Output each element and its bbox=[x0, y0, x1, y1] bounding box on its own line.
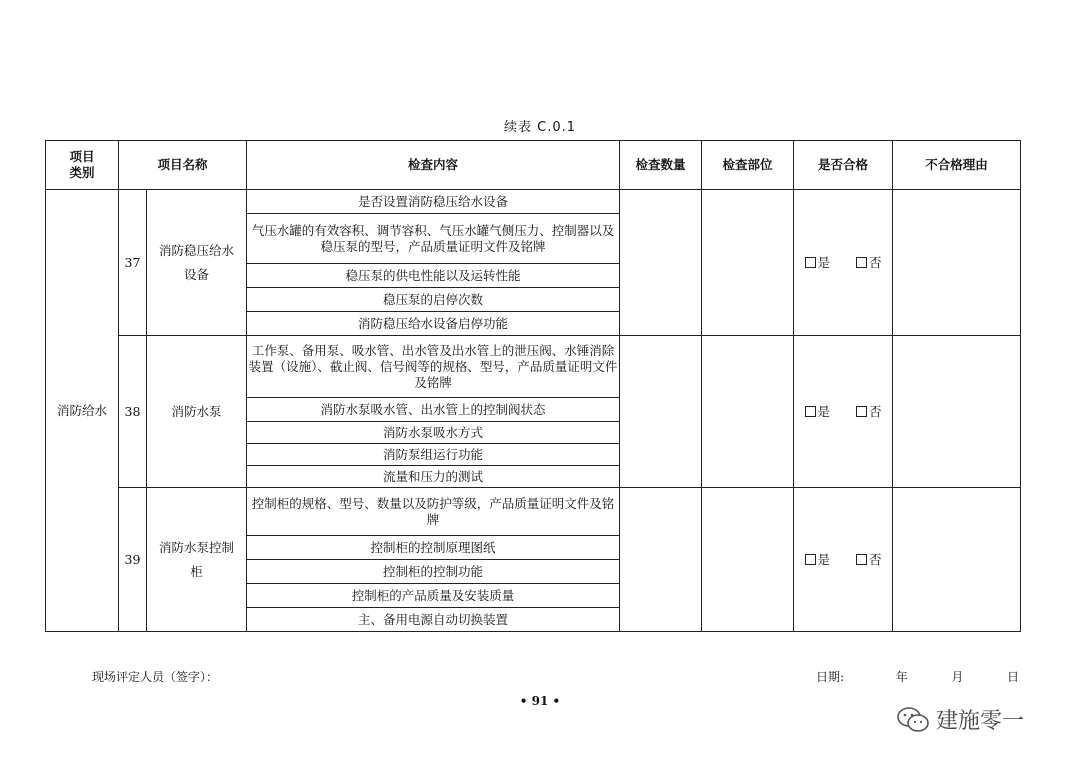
check-content: 控制柜的控制功能 bbox=[247, 560, 620, 584]
check-location-cell[interactable] bbox=[702, 190, 794, 336]
check-content: 稳压泵的供电性能以及运转性能 bbox=[247, 264, 620, 288]
header-pass: 是否合格 bbox=[794, 141, 893, 190]
watermark-text: 建施零一 bbox=[936, 709, 1025, 734]
fail-reason-cell[interactable] bbox=[893, 488, 1021, 632]
header-row bbox=[46, 141, 1021, 190]
check-content: 消防水泵吸水方式 bbox=[247, 422, 620, 444]
check-quantity-cell[interactable] bbox=[620, 336, 702, 488]
table-row bbox=[46, 190, 1021, 214]
check-content: 消防泵组运行功能 bbox=[247, 444, 620, 466]
header-fail-reason: 不合格理由 bbox=[893, 141, 1021, 190]
no-label: 否 bbox=[869, 254, 882, 270]
no-option[interactable] bbox=[856, 552, 882, 568]
pass-cell bbox=[794, 336, 893, 488]
table-row bbox=[46, 488, 1021, 536]
no-checkbox[interactable] bbox=[856, 406, 867, 417]
table-row bbox=[46, 336, 1021, 398]
header-category-line-2: 类别 bbox=[69, 165, 95, 180]
header-check-quantity: 检查数量 bbox=[620, 141, 702, 190]
item-name-line: 设备 bbox=[184, 266, 210, 282]
item-name bbox=[147, 190, 247, 336]
header-item-name: 项目名称 bbox=[119, 141, 247, 190]
check-location-cell[interactable] bbox=[702, 336, 794, 488]
yes-checkbox[interactable] bbox=[805, 554, 816, 565]
check-content: 控制柜的产品质量及安装质量 bbox=[247, 584, 620, 608]
date-month: 月 bbox=[951, 670, 964, 684]
check-content: 流量和压力的测试 bbox=[247, 466, 620, 488]
check-location-cell[interactable] bbox=[702, 488, 794, 632]
fail-reason-cell[interactable] bbox=[893, 336, 1021, 488]
yes-checkbox[interactable] bbox=[805, 257, 816, 268]
check-content: 稳压泵的启停次数 bbox=[247, 288, 620, 312]
no-label: 否 bbox=[869, 551, 882, 567]
item-number: 39 bbox=[119, 488, 147, 632]
item-name-line: 消防水泵 bbox=[171, 403, 222, 419]
check-content: 消防水泵吸水管、出水管上的控制阀状态 bbox=[247, 398, 620, 422]
item-name-line: 消防水泵控制 bbox=[159, 539, 235, 555]
date-label: 日期: bbox=[816, 670, 845, 684]
yes-label: 是 bbox=[817, 551, 831, 567]
no-checkbox[interactable] bbox=[856, 554, 867, 565]
header-category bbox=[46, 141, 119, 190]
fail-reason-cell[interactable] bbox=[893, 190, 1021, 336]
pass-cell bbox=[794, 488, 893, 632]
item-name bbox=[147, 488, 247, 632]
category-cell: 消防给水 bbox=[46, 190, 119, 632]
header-check-content: 检查内容 bbox=[247, 141, 620, 190]
item-name bbox=[147, 336, 247, 488]
yes-label: 是 bbox=[817, 403, 831, 419]
date-line bbox=[816, 668, 1019, 685]
no-option[interactable] bbox=[856, 404, 882, 420]
check-content: 控制柜的控制原理图纸 bbox=[247, 536, 620, 560]
yes-option[interactable] bbox=[805, 552, 831, 568]
page-number: • 91 • bbox=[519, 694, 561, 708]
header-category-line-1: 项目 bbox=[69, 149, 95, 164]
header-check-location: 检查部位 bbox=[702, 141, 794, 190]
item-name-line: 柜 bbox=[190, 563, 203, 579]
item-name-line: 消防稳压给水 bbox=[159, 242, 235, 258]
yes-label: 是 bbox=[817, 254, 831, 270]
check-content: 控制柜的规格、型号、数量以及防护等级，产品质量证明文件及铭牌 bbox=[247, 488, 620, 536]
check-content: 是否设置消防稳压给水设备 bbox=[247, 190, 620, 214]
item-number: 38 bbox=[119, 336, 147, 488]
yes-checkbox[interactable] bbox=[805, 406, 816, 417]
pass-cell bbox=[794, 190, 893, 336]
no-label: 否 bbox=[869, 403, 882, 419]
watermark bbox=[896, 704, 1024, 735]
date-day: 日 bbox=[1007, 670, 1020, 684]
check-content: 工作泵、备用泵、吸水管、出水管及出水管上的泄压阀、水锤消除装置（设施）、截止阀、信号阀等的规格、型号，产品质量证明文件及铭牌 bbox=[247, 336, 620, 398]
check-content: 消防稳压给水设备启停功能 bbox=[247, 312, 620, 336]
inspection-table bbox=[45, 140, 1021, 632]
wechat-icon bbox=[896, 706, 930, 734]
no-option[interactable] bbox=[856, 255, 882, 271]
item-number: 37 bbox=[119, 190, 147, 336]
date-year: 年 bbox=[895, 670, 908, 684]
table-caption: 续表 C.0.1 bbox=[503, 120, 577, 135]
no-checkbox[interactable] bbox=[856, 257, 867, 268]
yes-option[interactable] bbox=[805, 404, 831, 420]
check-quantity-cell[interactable] bbox=[620, 190, 702, 336]
check-content: 气压水罐的有效容积、调节容积、气压水罐气侧压力、控制器以及稳压泵的型号，产品质量证明文件及铭牌 bbox=[247, 214, 620, 264]
yes-option[interactable] bbox=[805, 255, 831, 271]
check-content: 主、备用电源自动切换装置 bbox=[247, 608, 620, 632]
check-quantity-cell[interactable] bbox=[620, 488, 702, 632]
inspector-signature-label: 现场评定人员（签字）： bbox=[92, 670, 219, 684]
